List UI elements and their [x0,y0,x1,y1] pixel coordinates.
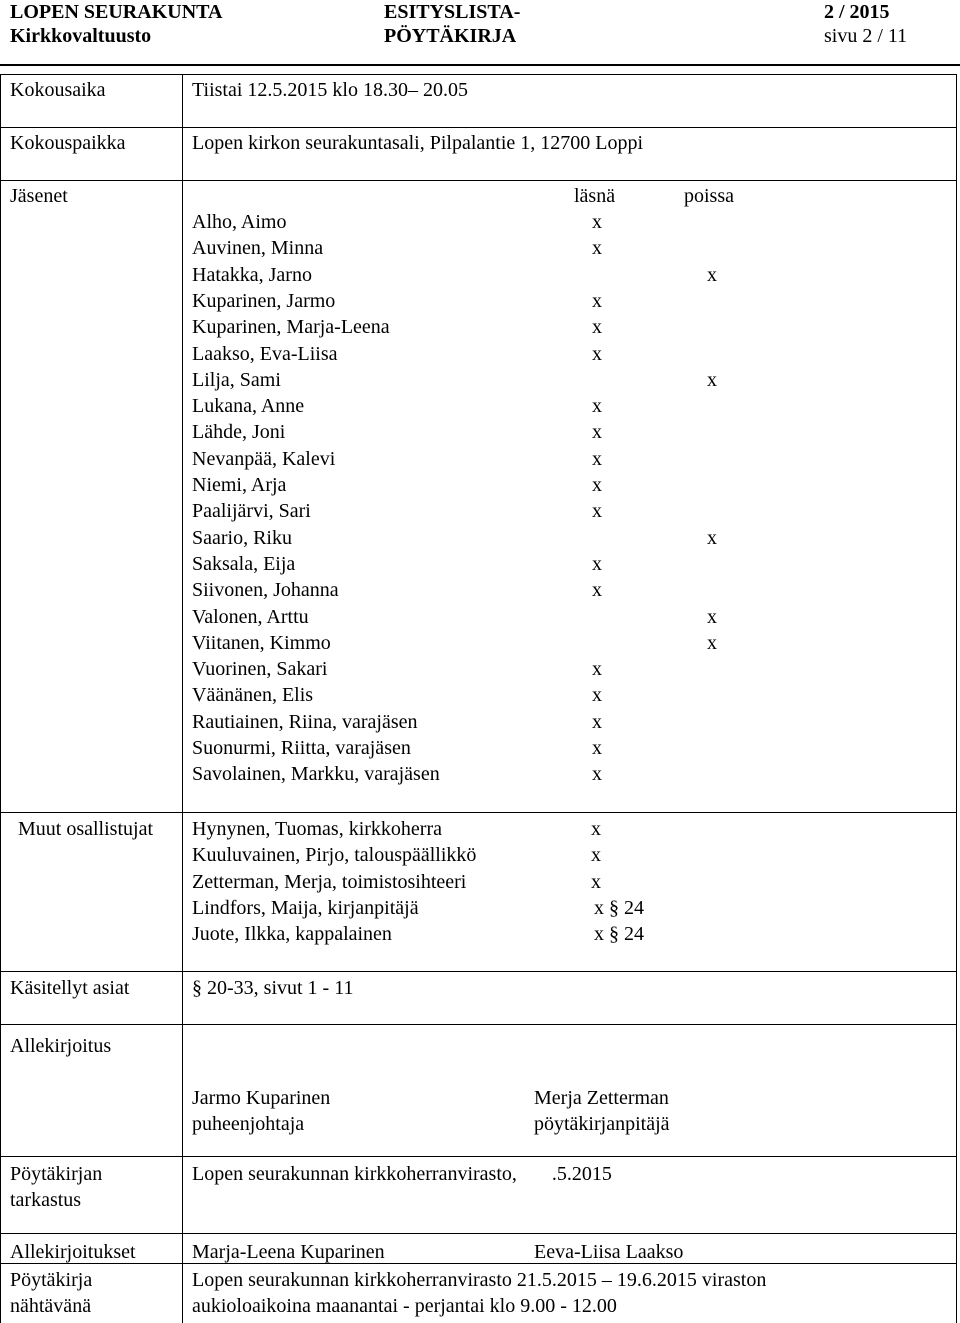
others-label: Muut osallistujat [18,818,153,840]
participant-mark: x [591,844,601,867]
chair-role: puheenjohtaja [192,1113,305,1135]
signature-label: Allekirjoitus [10,1035,112,1057]
member-present-mark: x [592,211,602,233]
table-border-top [0,74,957,75]
row-divider [0,1233,957,1234]
meeting-time-value: Tiistai 12.5.2015 klo 18.30– 20.05 [192,79,468,101]
member-present-mark: x [592,421,602,444]
header-page-number: sivu 2 / 11 [824,25,908,47]
participant-name: Kuuluvainen, Pirjo, talouspäällikkö [192,844,477,867]
display-label-2: nähtävänä [10,1295,92,1317]
row-divider [0,812,957,813]
member-present-mark: x [592,710,602,733]
member-present-mark: x [592,500,602,523]
member-present-mark: x [592,763,602,786]
header-org-body: Kirkkovaltuusto [10,25,152,47]
member-name: Auvinen, Minna [192,237,324,260]
member-absent-mark: x [707,263,717,286]
member-name: Kuparinen, Jarmo [192,289,336,312]
member-present-mark: x [592,474,602,496]
member-name: Niemi, Arja [192,474,287,496]
member-absent-mark: x [707,368,717,391]
member-absent-mark: x [707,605,717,628]
member-present-mark: x [592,237,602,260]
header-doc-number: 2 / 2015 [824,1,890,23]
display-value: Lopen seurakunnan kirkkoherranvirasto 21.5.2015 – 19.6.2015 viraston [192,1269,767,1291]
display-label: Pöytäkirja [10,1269,93,1291]
header-doc-type: ESITYSLISTA- [384,1,521,23]
items-value: § 20-33, sivut 1 - 11 [192,977,354,999]
row-divider [0,127,957,128]
meeting-place-value: Lopen kirkon seurakuntasali, Pilpalantie 1, 12700 Loppi [192,132,644,154]
present-column-header: läsnä [574,185,616,207]
header-org-name: LOPEN SEURAKUNTA [10,1,223,23]
member-present-mark: x [592,395,602,418]
member-name: Lilja, Sami [192,368,281,391]
member-present-mark: x [592,658,602,681]
participant-mark: x § 24 [594,923,644,946]
participant-name: Zetterman, Merja, toimistosihteeri [192,870,467,893]
member-name: Saario, Riku [192,526,292,549]
member-present-mark: x [592,342,602,365]
meeting-time-label: Kokousaika [10,79,106,101]
header-doc-type-2: PÖYTÄKIRJA [384,25,517,47]
participant-name: Hynynen, Tuomas, kirkkoherra [192,818,442,840]
row-divider [0,180,957,181]
reviewer-2: Eeva-Liisa Laakso [534,1241,684,1263]
participant-name: Lindfors, Maija, kirjanpitäjä [192,896,419,919]
row-divider [0,971,957,972]
participant-mark: x § 24 [594,896,644,919]
participant-name: Juote, Ilkka, kappalainen [192,923,392,946]
participant-mark: x [591,870,601,893]
member-present-mark: x [592,579,602,602]
row-divider [0,1156,957,1157]
member-present-mark: x [592,289,602,312]
member-present-mark: x [592,684,602,707]
member-name: Savolainen, Markku, varajäsen [192,763,440,786]
review-label-2: tarkastus [10,1189,82,1211]
chair-name: Jarmo Kuparinen [192,1087,331,1109]
absent-column-header: poissa [684,185,734,207]
member-absent-mark: x [707,631,717,654]
member-name: Alho, Aimo [192,211,287,233]
member-name: Paalijärvi, Sari [192,500,311,523]
member-present-mark: x [592,552,602,575]
members-label: Jäsenet [10,185,68,207]
secretary-name: Merja Zetterman [534,1087,669,1109]
table-column-divider [182,74,183,1323]
reviewer-1: Marja-Leena Kuparinen [192,1241,385,1263]
display-value-2: aukioloaikoina maanantai - perjantai klo 9.00 - 12.00 [192,1295,617,1317]
member-name: Kuparinen, Marja-Leena [192,316,390,339]
member-name: Väänänen, Elis [192,684,314,707]
row-divider [0,1024,957,1025]
member-name: Vuorinen, Sakari [192,658,328,681]
member-absent-mark: x [707,526,717,549]
review-value: Lopen seurakunnan kirkkoherranvirasto, .5.2015 [192,1163,612,1185]
member-name: Suonurmi, Riitta, varajäsen [192,737,411,759]
member-name: Hatakka, Jarno [192,263,312,286]
review-signatures-label: Allekirjoitukset [10,1241,136,1263]
items-label: Käsitellyt asiat [10,977,130,999]
member-name: Lähde, Joni [192,421,286,444]
participant-mark: x [591,818,601,840]
review-label: Pöytäkirjan [10,1163,103,1185]
secretary-role: pöytäkirjanpitäjä [534,1113,670,1135]
member-name: Lukana, Anne [192,395,305,418]
member-present-mark: x [592,737,602,759]
member-name: Nevanpää, Kalevi [192,447,336,470]
member-name: Siivonen, Johanna [192,579,339,602]
member-name: Valonen, Arttu [192,605,309,628]
row-divider [0,1263,957,1264]
member-present-mark: x [592,447,602,470]
header-rule [0,64,960,66]
member-present-mark: x [592,316,602,339]
member-name: Viitanen, Kimmo [192,631,331,654]
table-border-right [956,74,957,1323]
member-name: Laakso, Eva-Liisa [192,342,338,365]
member-name: Rautiainen, Riina, varajäsen [192,710,418,733]
member-name: Saksala, Eija [192,552,296,575]
meeting-place-label: Kokouspaikka [10,132,126,154]
table-border-left [0,74,1,1323]
